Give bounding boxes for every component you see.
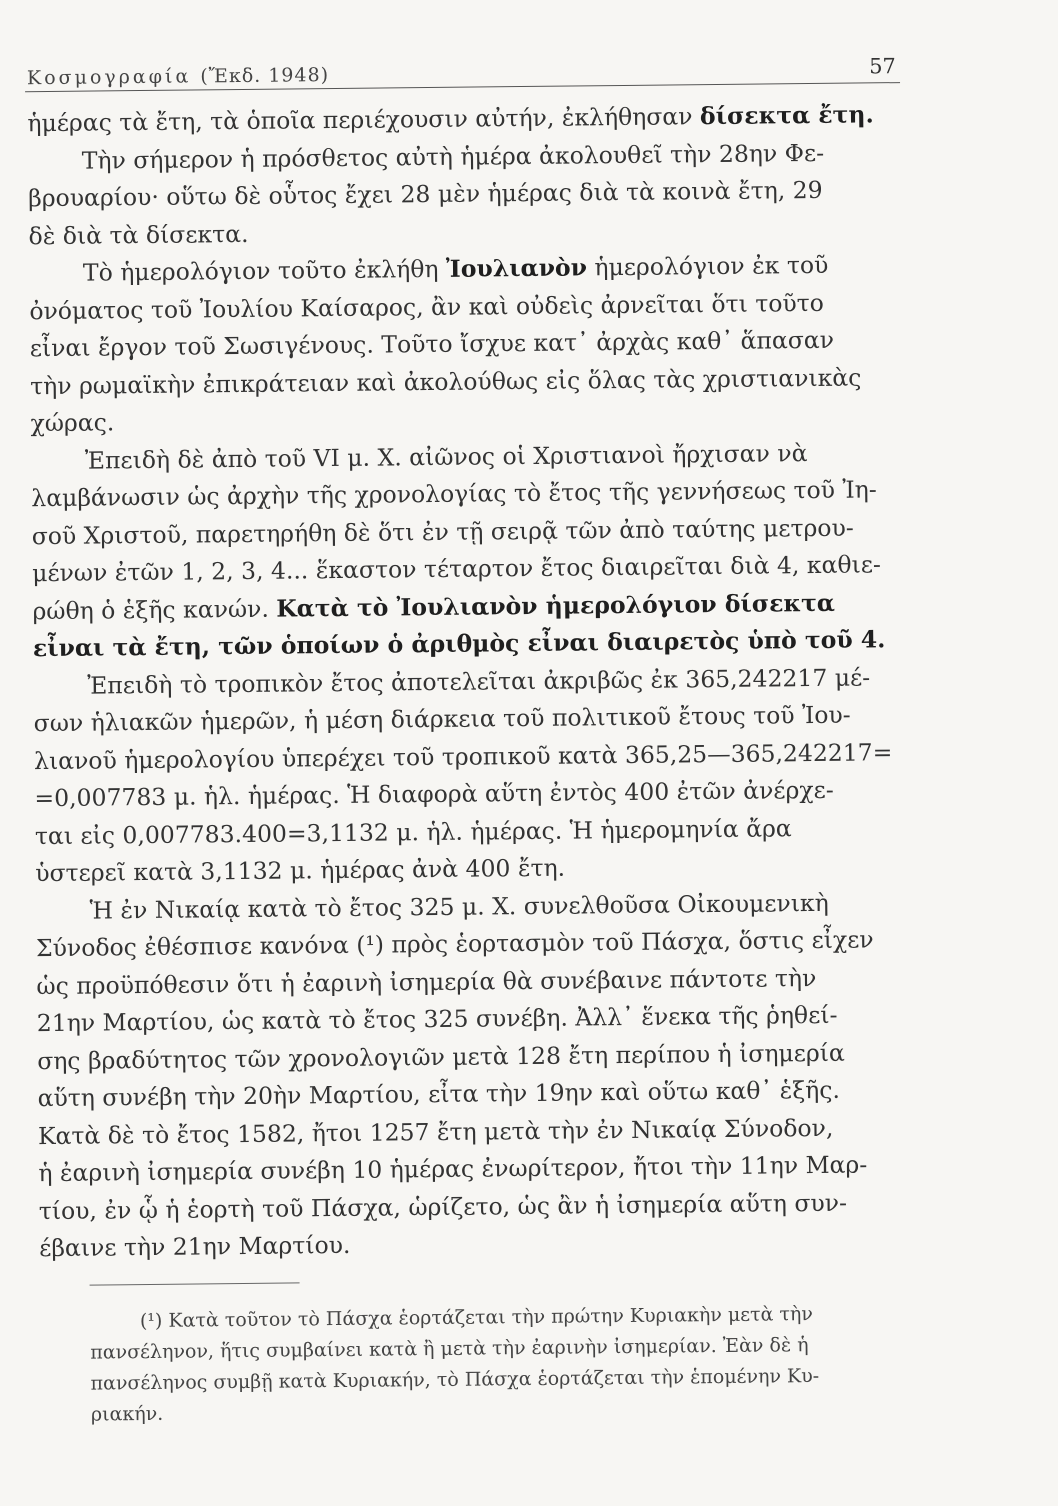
- bold-term-julian: Ἰουλιανὸν: [445, 253, 588, 283]
- text-line: εἶναι ἔργον τοῦ Σωσιγένους. Τοῦτο ἴσχυε κατ᾽ ἀρχὰς καθ᾽ ἅπασαν: [29, 325, 835, 363]
- text-line: αὕτη συνέβη τὴν 20ὴν Μαρτίου, εἶτα τὴν 19ην καὶ οὕτω καθ᾽ ἑξῆς.: [37, 1075, 841, 1113]
- text-line: χώρας.: [30, 408, 115, 438]
- footnote-line: πανσέληνον, ἥτις συμβαίνει κατὰ ἢ μετὰ τὴν ἐαρινὴν ἰσημερίαν. Ἐὰν δὲ ἡ: [90, 1334, 809, 1364]
- page-number: 57: [869, 54, 896, 79]
- body-text: [27, 96, 927, 1268]
- text-line: τὴν ρωμαϊκὴν ἐπικράτειαν καὶ ἀκολούθως εἰς ὅλας τὰς χριστιανικὰς: [30, 362, 862, 400]
- text-line: ὡς προϋπόθεσιν ὅτι ἡ ἐαρινὴ ἰσημερία θὰ συνέβαινε πάντοτε τὴν: [36, 963, 817, 1000]
- footnote-line: ριακήν.: [90, 1402, 164, 1426]
- bold-term-disekta: δίσεκτα ἔτη.: [699, 100, 874, 131]
- text-line: Ἡ ἐν Νικαίᾳ κατὰ τὸ ἔτος 325 μ. Χ. συνελθοῦσα Οἰκουμενικὴ: [89, 888, 829, 925]
- footnote-divider: [90, 1282, 300, 1285]
- text-line: λιανοῦ ἡμερολογίου ὑπερέχει τοῦ τροπικοῦ κατὰ 365,25—365,242217=: [33, 737, 893, 775]
- text-line: ἡ ἐαρινὴ ἰσημερία συνέβη 10 ἡμέρας ἐνωρίτερον, ἤτοι τὴν 11ην Μαρ-: [38, 1150, 868, 1188]
- text-line: ρώθη ὁ ἑξῆς κανών. Κατὰ τὸ Ἰουλιανὸν ἡμερολόγιον δίσεκτα: [32, 588, 836, 625]
- text-line: Σύνοδος ἐθέσπισε κανόνα (¹) πρὸς ἑορτασμὸν τοῦ Πάσχα, ὅστις εἶχεν: [35, 925, 874, 963]
- bold-rule-part2: εἶναι τὰ ἔτη, τῶν ὁποίων ὁ ἀριθμὸς εἶναι διαιρετὸς ὑπὸ τοῦ 4.: [32, 625, 886, 663]
- running-title-text: Κοσμογραφία: [26, 65, 192, 90]
- text-line: Τὸ ἡμερολόγιον τοῦτο ἐκλήθη Ἰουλιανὸν ἡμερολόγιον ἐκ τοῦ: [82, 250, 829, 287]
- text-line: Κατὰ δὲ τὸ ἔτος 1582, ἤτοι 1257 ἔτη μετὰ τὴν ἐν Νικαίᾳ Σύνοδον,: [37, 1113, 834, 1150]
- text-line: Ἐπειδὴ δὲ ἀπὸ τοῦ VI μ. Χ. αἰῶνος οἱ Χριστιανοὶ ἤρχισαν νὰ: [84, 438, 808, 475]
- running-title: [27, 64, 329, 89]
- bold-rule-part1: Κατὰ τὸ Ἰουλιανὸν ἡμερολόγιον δίσεκτα: [276, 588, 836, 623]
- text-line: 21ην Μαρτίου, ὡς κατὰ τὸ ἔτος 325 συνέβη. Ἀλλ᾽ ἕνεκα τῆς ῥηθεί-: [36, 1000, 838, 1038]
- page-header: [25, 46, 900, 92]
- text-line: σοῦ Χριστοῦ, παρετηρήθη δὲ ὅτι ἐν τῇ σειρᾷ τῶν ἀπὸ ταύτης μετρου-: [31, 513, 854, 550]
- text-line: ἡμέρας τὰ ἔτη, τὰ ὁποῖα περιέχουσιν αὐτήν, ἐκλήθησαν δίσεκτα ἔτη.: [27, 100, 874, 138]
- text-line: σης βραδύτητος τῶν χρονολογιῶν μετὰ 128 ἔτη περίπου ἡ ἰσημερία: [37, 1038, 845, 1075]
- text-line: Ἐπειδὴ τὸ τροπικὸν ἔτος ἀποτελεῖται ἀκριβῶς ἐκ 365,242217 μέ-: [87, 662, 871, 700]
- footnote-line: (¹) Κατὰ τοῦτον τὸ Πάσχα ἑορτάζεται τὴν πρώτην Κυριακὴν μετὰ τὴν: [139, 1303, 814, 1333]
- text-line: ὀνόματος τοῦ Ἰουλίου Καίσαρος, ἂν καὶ οὐδεὶς ἀρνεῖται ὅτι τοῦτο: [29, 288, 824, 325]
- text-line: βρουαρίου· οὕτω δὲ οὗτος ἔχει 28 μὲν ἡμέρας διὰ τὰ κοινὰ ἔτη, 29: [28, 175, 823, 213]
- text-line: λαμβάνωσιν ὡς ἀρχὴν τῆς χρονολογίας τὸ ἔτος τῆς γεννήσεως τοῦ Ἰη-: [31, 475, 877, 513]
- text-line: ὑστερεῖ κατὰ 3,1132 μ. ἡμέρας ἀνὰ 400 ἔτη.: [35, 853, 566, 888]
- text-line: έβαινε τὴν 21ην Μαρτίου.: [39, 1230, 351, 1263]
- footnote: [90, 1298, 961, 1431]
- text-line: δὲ διὰ τὰ δίσεκτα.: [28, 219, 249, 250]
- footnote-line: πανσέληνος συμβῇ κατὰ Κυριακήν, τὸ Πάσχα ἑορτάζεται τὴν ἑπομένην Κυ-: [90, 1364, 820, 1395]
- text-line: ται εἰς 0,007783.400=3,1132 μ. ἡλ. ἡμέρας. Ἡ ἡμερομηνία ἄρα: [34, 813, 792, 850]
- text-line: =0,007783 μ. ἡλ. ἡμέρας. Ἡ διαφορὰ αὕτη ἐντὸς 400 ἐτῶν ἀνέρχε-: [34, 775, 834, 813]
- text-line: σων ἡλιακῶν ἡμερῶν, ἡ μέση διάρκεια τοῦ πολιτικοῦ ἔτους τοῦ Ἰου-: [33, 700, 851, 738]
- text-line: τίου, ἐν ᾧ ἡ ἑορτὴ τοῦ Πάσχα, ὡρίζετο, ὡς ἂν ἡ ἰσημερία αὕτη συν-: [38, 1188, 848, 1225]
- text-line: μένων ἐτῶν 1, 2, 3, 4... ἕκαστον τέταρτον ἔτος διαιρεῖται διὰ 4, καθιε-: [31, 550, 882, 588]
- edition-note: (Ἔκδ. 1948): [200, 64, 330, 88]
- text-line: Τὴν σήμερον ἡ πρόσθετος αὐτὴ ἡμέρα ἀκολουθεῖ τὴν 28ην Φε-: [81, 138, 825, 175]
